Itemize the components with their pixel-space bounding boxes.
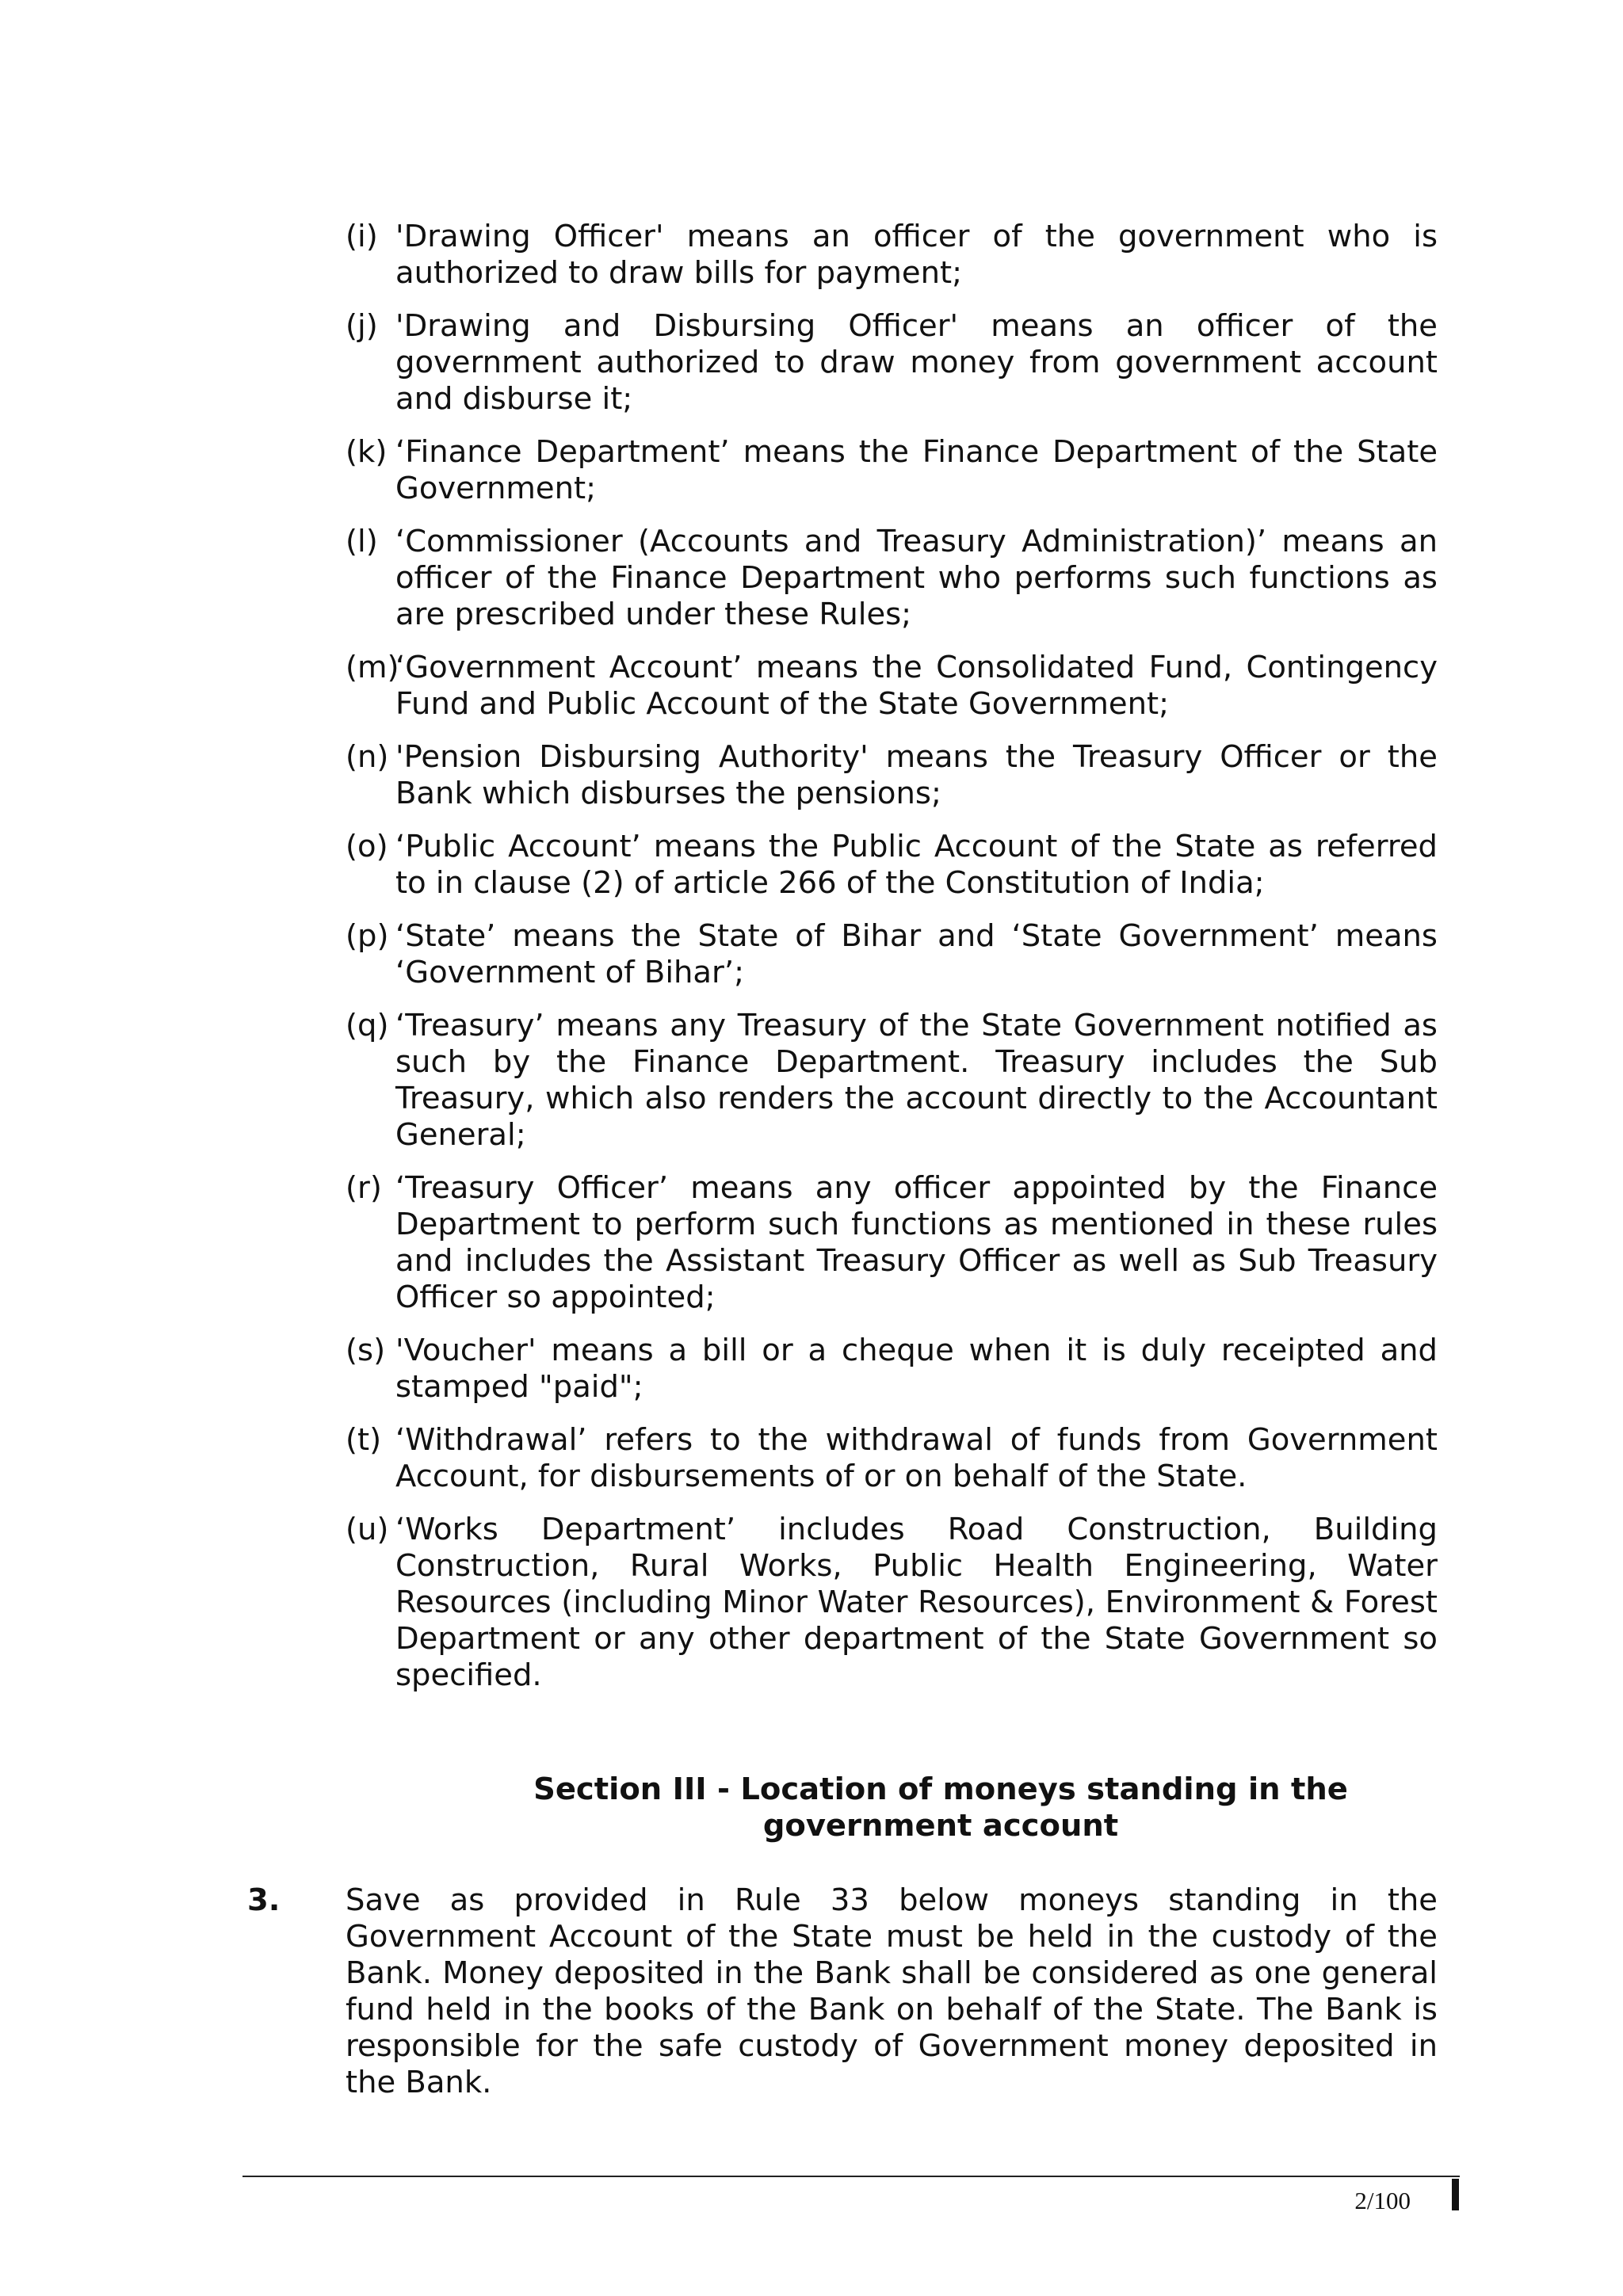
definition-label: (o)	[346, 829, 388, 864]
definition-item	[346, 1512, 1438, 1694]
definition-item	[346, 434, 1438, 507]
definition-text: ‘Commissioner (Accounts and Treasury Administration)’ means an officer of the Finance Department who performs such functions as are prescribed under these Rules;	[395, 524, 1438, 632]
section-heading	[444, 1772, 1438, 1844]
definition-item	[346, 219, 1438, 292]
definition-text: 'Voucher' means a bill or a cheque when it is duly receipted and stamped "paid";	[395, 1333, 1438, 1405]
definition-text: ‘Government Account’ means the Consolidated Fund, Contingency Fund and Public Account of the State Government;	[395, 650, 1438, 722]
definition-item	[346, 1170, 1438, 1316]
definition-label: (k)	[346, 434, 388, 470]
definition-item	[346, 1333, 1438, 1405]
definition-text: ‘Works Department’ includes Road Construction, Building Construction, Rural Works, Public Health Engineering, Water Resources (including Minor Water Resources), Environment & Forest Department or any other department of the State Government so specified.	[395, 1512, 1438, 1693]
definition-text: ‘Public Account’ means the Public Account of the State as referred to in clause (2) of article 266 of the Constitution of India;	[395, 829, 1438, 901]
definition-item	[346, 918, 1438, 991]
footer-marker-bar	[1452, 2179, 1459, 2210]
definition-text: ‘Finance Department’ means the Finance Department of the State Government;	[395, 434, 1438, 506]
definition-item	[346, 829, 1438, 902]
definition-label: (m)	[346, 650, 399, 685]
definition-text: ‘State’ means the State of Bihar and ‘State Government’ means ‘Government of Bihar’;	[395, 918, 1438, 990]
footer-divider	[242, 2176, 1460, 2177]
definition-label: (q)	[346, 1008, 389, 1043]
page-number: 2/100	[1354, 2187, 1411, 2214]
definition-label: (u)	[346, 1512, 389, 1547]
definition-item	[346, 739, 1438, 812]
definition-text: ‘Withdrawal’ refers to the withdrawal of funds from Government Account, for disbursements of or on behalf of the State.	[395, 1422, 1438, 1494]
rule-number: 3.	[247, 1882, 281, 1918]
section-heading-line: government account	[762, 1808, 1119, 1844]
definition-label: (p)	[346, 918, 389, 954]
definition-label: (r)	[346, 1170, 382, 1206]
definition-text: ‘Treasury’ means any Treasury of the State Government notified as such by the Finance Department. Treasury includes the Sub Treasury, which also renders the account directly to the Accountant General;	[395, 1008, 1438, 1153]
definition-label: (l)	[346, 524, 378, 559]
definition-text: 'Pension Disbursing Authority' means the Treasury Officer or the Bank which disburses the pensions;	[395, 739, 1438, 811]
definition-item	[346, 1008, 1438, 1154]
definition-label: (t)	[346, 1422, 382, 1458]
definition-label: (i)	[346, 219, 378, 254]
definition-text: 'Drawing Officer' means an officer of the government who is authorized to draw bills for payment;	[395, 219, 1438, 291]
section-heading-line: Section III - Location of moneys standing in the	[533, 1772, 1348, 1807]
definition-item	[346, 1422, 1438, 1495]
definition-label: (s)	[346, 1333, 386, 1368]
rule-text: Save as provided in Rule 33 below moneys standing in the Government Account of the State must be held in the custody of the Bank. Money deposited in the Bank shall be considered as one general fund held in the books of the Bank on behalf of the State. The Bank is responsible for the safe custody of Government money deposited in the Bank.	[346, 1882, 1438, 2100]
definition-item	[346, 308, 1438, 418]
definition-label: (n)	[346, 739, 389, 775]
definition-item	[346, 650, 1438, 723]
definition-text: ‘Treasury Officer’ means any officer appointed by the Finance Department to perform such functions as mentioned in these rules and includes the Assistant Treasury Officer as well as Sub Treasury Officer so appointed;	[395, 1170, 1438, 1315]
definition-item	[346, 524, 1438, 633]
definition-text: 'Drawing and Disbursing Officer' means an officer of the government authorized to draw money from government account and disburse it;	[395, 308, 1438, 417]
definitions-list	[346, 219, 1438, 1711]
definition-label: (j)	[346, 308, 378, 344]
